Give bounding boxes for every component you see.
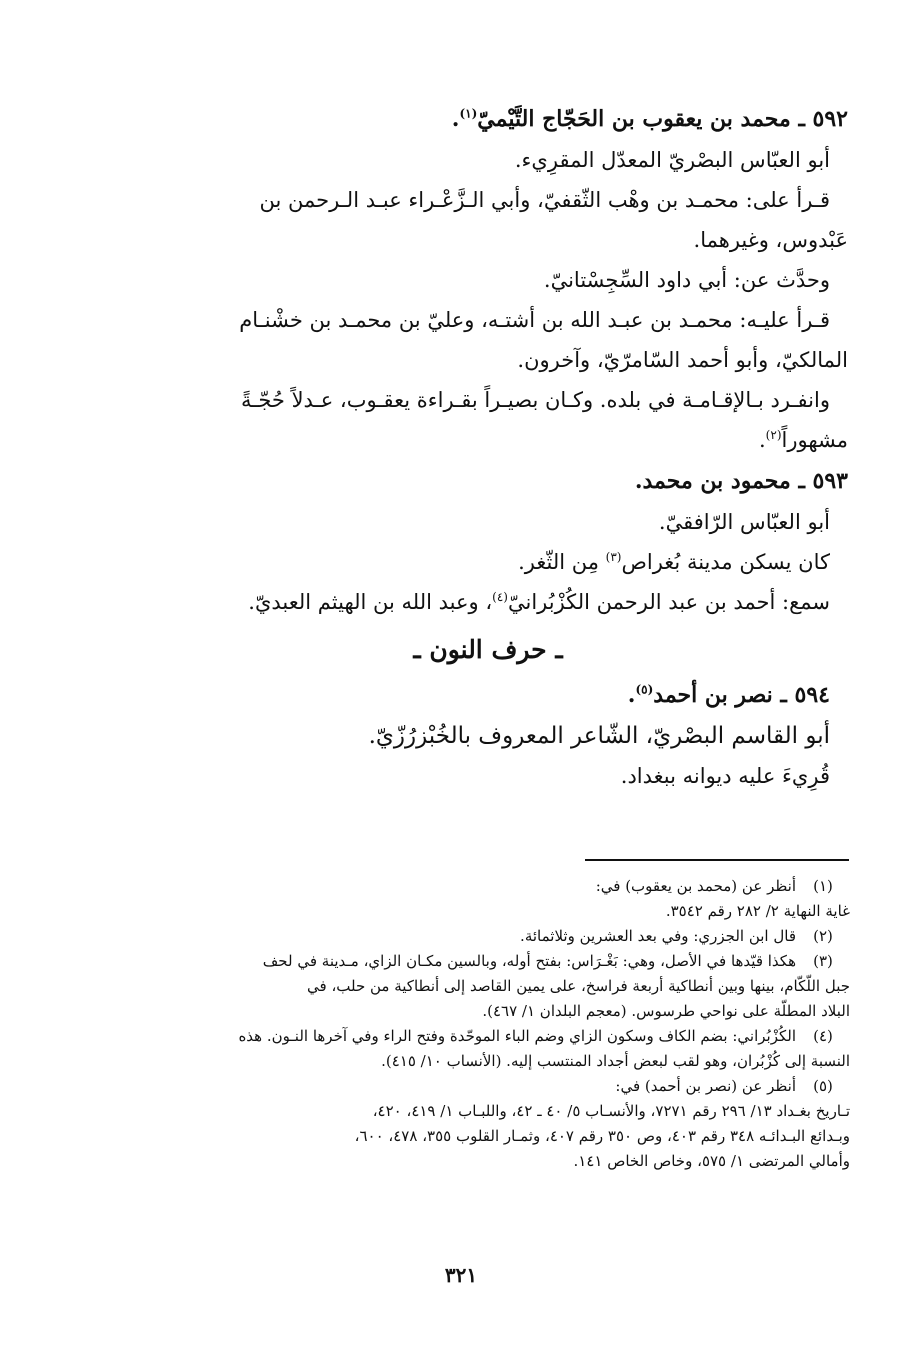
section-title: ـ حرف النون ـ	[413, 635, 563, 664]
text-line	[128, 582, 848, 622]
footnote-continuation: غاية النهاية ٢/ ٢٨٢ رقم ٣٥٤٢.	[665, 902, 850, 920]
entry-594	[128, 674, 848, 796]
footnote-text: أنظر عن (محمد بن يعقوب) في:	[595, 877, 796, 895]
footnote-number: (٤)	[813, 1027, 833, 1045]
entry-heading-text: ٥٩٤ ـ نصر بن أحمد	[653, 682, 830, 708]
footnote-5	[132, 1074, 850, 1099]
footnote-ref: (٤)	[492, 590, 508, 604]
text-line: قـرأ على: محمـد بن وهْب الثّقفيّ، وأبي الـزَّعْـراء عبـد الـرحمن بن	[259, 188, 830, 212]
heading-period: .	[451, 106, 460, 132]
text-line: أبو العبّاس الرّافقيّ.	[658, 510, 830, 534]
text-fragment: كان يسكن مدينة بُغراص	[621, 550, 830, 574]
text-line: قُرِيءَ عليه ديوانه ببغداد.	[620, 764, 830, 788]
footnote-number: (١)	[813, 877, 833, 895]
footnote-1	[132, 874, 850, 899]
entry-593	[128, 460, 848, 622]
heading-period: .	[627, 682, 636, 708]
text-line: وحدَّث عن: أبي داود السِّجِسْتانيّ.	[543, 268, 830, 292]
footnote-continuation: جبل اللّكّام، بينها وبين أنطاكية أربعة فراسخ، على يمين القاصد إلى أنطاكية من حلب، في	[307, 977, 850, 995]
footnote-4	[132, 1024, 850, 1049]
footnote-text: هكذا قيّدها في الأصل، وهي: بَغْـرَاس: بفتح أوله، وبالسين مكـان الزاي، مـدينة في لحف	[262, 952, 796, 970]
text-period: .	[758, 428, 766, 452]
text-fragment: مشهوراً	[781, 428, 848, 452]
text-line-last	[128, 420, 848, 460]
entry-heading-text: ٥٩٢ ـ محمد بن يعقوب بن الحَجّاج التَّيْميّ	[477, 106, 848, 132]
footnote-ref: (٣)	[605, 550, 622, 564]
footnote-divider	[585, 859, 849, 861]
footnote-continuation: تـاريخ بغـداد ١٣/ ٢٩٦ رقم ٧٢٧١، والأنسـاب ٥/ ٤٠ ـ ٤٢، واللبـاب ١/ ٤١٩، ٤٢٠،	[372, 1102, 850, 1120]
text-line: وانفـرد بـالإقـامـة في بلده. وكـان بصيـراً بقـراءة يعقـوب، عـدلاً حُجّـةً	[240, 388, 830, 412]
footnote-continuation: وبـدائع البـدائـه ٣٤٨ رقم ٤٠٣، وص ٣٥٠ رقم ٤٠٧، وثمـار القلوب ٣٥٥، ٤٧٨، ٦٠٠،	[354, 1127, 850, 1145]
text-line: أبو القاسم البصْريّ، الشّاعر المعروف بالخُبْزرُزّيّ.	[368, 723, 830, 749]
text-line: المالكيّ، وأبو أحمد السّامرّيّ، وآخرون.	[517, 348, 848, 372]
text-fragment: مِن الثّغر.	[518, 550, 606, 574]
footnote-ref: (١)	[459, 106, 478, 121]
text-line: عَبْدوس، وغيرهما.	[693, 228, 848, 252]
entry-592	[128, 98, 848, 460]
footnote-continuation: البلاد المطلّة على نواحي طرسوس. (معجم البلدان ١/ ٤٦٧).	[482, 1002, 850, 1020]
footnote-text: الكُزْبُراني: بضم الكاف وسكون الزاي وضم الباء الموحّدة وفتح الراء وفي آخرها النـون. هذه	[238, 1027, 796, 1045]
text-line: أبو العبّاس البصْريّ المعدّل المقرِيء.	[514, 148, 830, 172]
footnote-text: قال ابن الجزري: وفي بعد العشرين وثلاثمائة.	[520, 927, 796, 945]
footnote-continuation: النسبة إلى كُزْبُران، وهو لقب لبعض أجداد المنتسب إليه. (الأنساب ١٠/ ٤١٥).	[381, 1052, 850, 1070]
footnote-number: (٣)	[813, 952, 833, 970]
footnote-number: (٢)	[813, 927, 833, 945]
footnotes	[132, 874, 850, 1174]
text-line	[128, 542, 848, 582]
footnote-ref: (٢)	[765, 428, 782, 442]
footnote-number: (٥)	[813, 1077, 833, 1095]
page-number: ٣٢١	[444, 1263, 478, 1287]
footnote-3	[132, 949, 850, 974]
text-line: قـرأ عليـه: محمـد بن عبـد الله بن أشتـه، وعليّ بن محمـد بن خشْنـام	[239, 308, 830, 332]
entry-heading	[128, 98, 848, 140]
text-fragment: سمع: أحمد بن عبد الرحمن الكُزْبُرانيّ	[507, 590, 830, 614]
footnote-2	[132, 924, 850, 949]
footnote-ref: (٥)	[635, 682, 654, 697]
main-text	[128, 98, 848, 796]
footnote-continuation: وأمالي المرتضى ١/ ٥٧٥، وخاص الخاص ١٤١.	[573, 1152, 850, 1170]
entry-heading	[128, 674, 848, 716]
text-fragment: ، وعبد الله بن الهيثم العبديّ.	[248, 590, 493, 614]
entry-heading: ٥٩٣ ـ محمود بن محمد.	[634, 468, 848, 494]
footnote-text: أنظر عن (نصر بن أحمد) في:	[615, 1077, 796, 1095]
